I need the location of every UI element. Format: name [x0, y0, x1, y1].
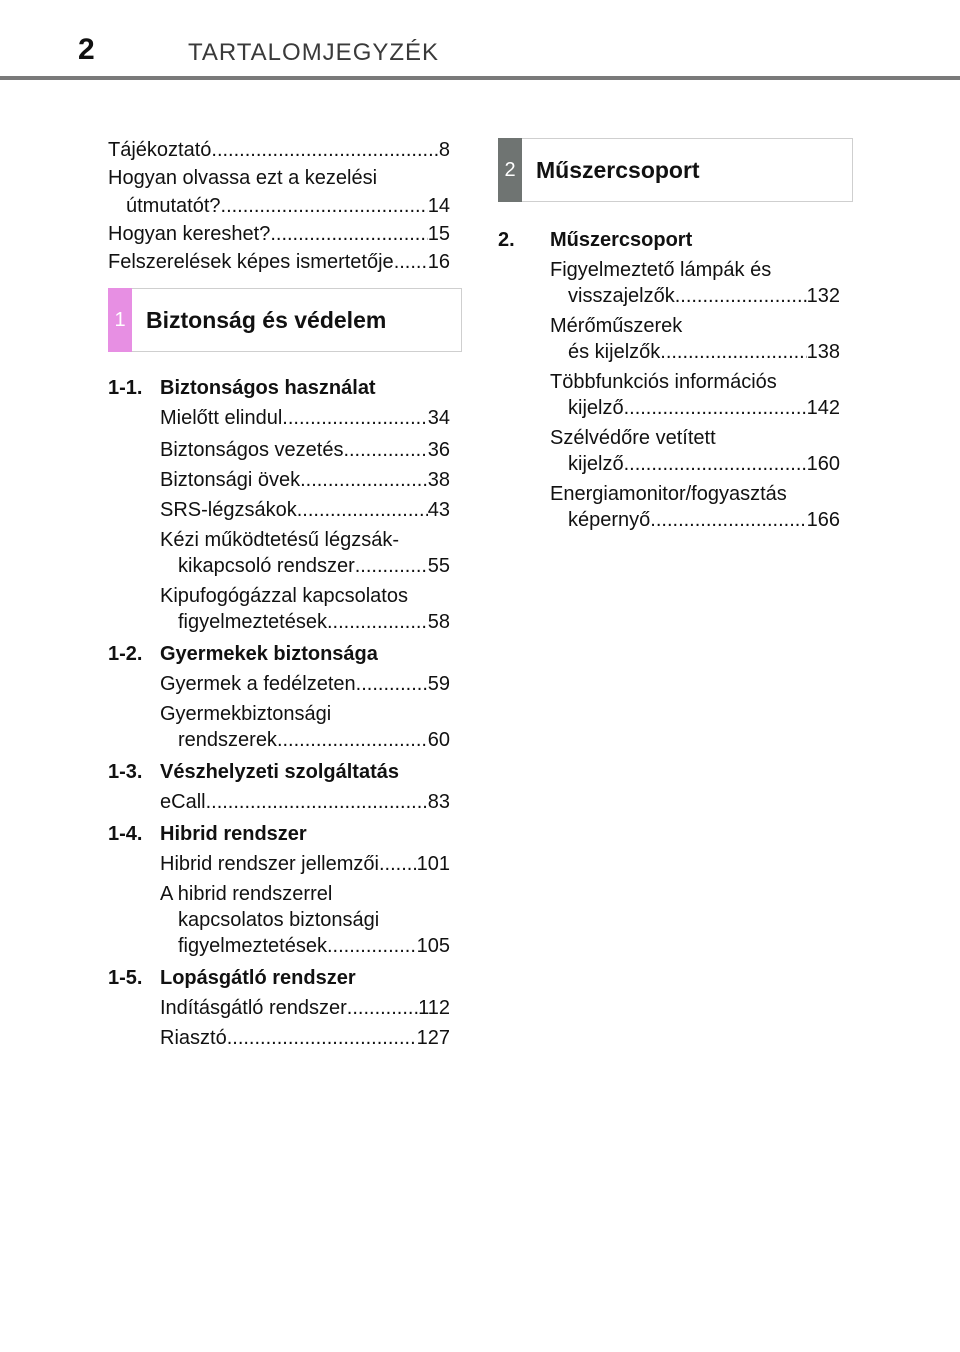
- toc-entry-title-cont: képernyő: [568, 509, 651, 531]
- toc-entry[interactable]: [160, 788, 450, 816]
- subsection-heading[interactable]: [108, 374, 376, 402]
- toc-entry-title[interactable]: Szélvédőre vetített: [550, 427, 716, 449]
- toc-entry[interactable]: [108, 136, 450, 164]
- leader-dots: [347, 994, 418, 1022]
- toc-entry-title[interactable]: Mérőműszerek: [550, 315, 683, 337]
- leader-dots: [379, 850, 417, 878]
- toc-entry-page: 16: [427, 251, 450, 273]
- toc-entry-page: 112: [418, 997, 450, 1019]
- toc-entry-page: 8: [438, 139, 450, 161]
- section-2-title: Műszercsoport: [536, 156, 700, 183]
- toc-entry-title[interactable]: Energiamonitor/fogyasztás: [550, 483, 787, 505]
- leader-dots: [660, 338, 806, 366]
- leader-dots: [211, 136, 438, 164]
- page-header: [0, 0, 960, 80]
- toc-entry-page: 166: [806, 509, 840, 531]
- toc-entry-title: Hogyan kereshet?: [108, 223, 271, 245]
- toc-entry-page: 132: [806, 285, 840, 307]
- toc-entry-title-cont: figyelmeztetések: [178, 935, 327, 957]
- subsection-heading[interactable]: [108, 820, 307, 848]
- toc-entry-title-cont: rendszerek: [178, 729, 277, 751]
- header-rule: [0, 76, 960, 80]
- toc-entry-title: Indításgátló rendszer: [160, 997, 347, 1019]
- leader-dots: [300, 466, 428, 494]
- toc-entry-page: 83: [427, 791, 450, 813]
- subsection-number: 1-1.: [108, 377, 143, 399]
- toc-entry[interactable]: [108, 220, 450, 248]
- toc-entry-title[interactable]: Hogyan olvassa ezt a kezelési: [108, 167, 378, 189]
- toc-entry[interactable]: [160, 436, 450, 464]
- toc-entry[interactable]: [178, 932, 450, 960]
- toc-entry[interactable]: [160, 670, 450, 698]
- toc-entry-page: 101: [416, 853, 450, 875]
- toc-entry-page: 59: [427, 673, 450, 695]
- toc-entry-page: 15: [427, 223, 450, 245]
- toc-entry[interactable]: [568, 338, 840, 366]
- section-2-number-tab: 2: [498, 138, 522, 202]
- leader-dots: [675, 282, 807, 310]
- leader-dots: [650, 506, 806, 534]
- section-1-number-tab: 1: [108, 288, 132, 352]
- running-head-title: TARTALOMJEGYZÉK: [188, 39, 440, 66]
- toc-entry-page: 127: [416, 1027, 450, 1049]
- leader-dots: [221, 192, 428, 220]
- section-1-header[interactable]: [108, 288, 462, 352]
- toc-entry-title[interactable]: Kipufogógázzal kapcsolatos: [160, 585, 408, 607]
- toc-entry[interactable]: [108, 248, 450, 276]
- toc-entry[interactable]: [160, 850, 450, 878]
- subsection-number: 2.: [498, 229, 515, 251]
- toc-entry-page: 34: [427, 407, 450, 429]
- toc-entry[interactable]: [160, 404, 450, 432]
- toc-entry[interactable]: [178, 552, 450, 580]
- toc-entry-title: Biztonságos vezetés: [160, 439, 344, 461]
- subsection-number: 1-5.: [108, 967, 143, 989]
- toc-entry[interactable]: [160, 466, 450, 494]
- toc-entry-title[interactable]: A hibrid rendszerrel: [160, 883, 333, 905]
- toc-entry-page: 138: [806, 341, 840, 363]
- toc-entry[interactable]: [568, 450, 840, 478]
- toc-entry-page: 58: [427, 611, 450, 633]
- leader-dots: [227, 1024, 417, 1052]
- subsection-number: 1-4.: [108, 823, 143, 845]
- leader-dots: [343, 436, 427, 464]
- toc-entry[interactable]: [178, 608, 450, 636]
- toc-entry-page: 14: [427, 195, 450, 217]
- subsection-number: 1-3.: [108, 761, 143, 783]
- section-2-header[interactable]: [498, 138, 853, 202]
- leader-dots: [297, 496, 428, 524]
- toc-entry-title-cont: figyelmeztetések: [178, 611, 327, 633]
- leader-dots: [327, 932, 417, 960]
- toc-entry-title: eCall: [160, 791, 206, 813]
- toc-entry[interactable]: [568, 506, 840, 534]
- toc-entry-title: Biztonsági övek: [160, 469, 301, 491]
- leader-dots: [624, 394, 807, 422]
- toc-entry-page: 55: [427, 555, 450, 577]
- toc-entry-title: SRS-légzsákok: [160, 499, 297, 521]
- page-number: 2: [78, 33, 95, 66]
- leader-dots: [624, 450, 807, 478]
- subsection-title: Lopásgátló rendszer: [160, 967, 356, 989]
- toc-entry-title-cont[interactable]: kapcsolatos biztonsági: [178, 909, 380, 931]
- toc-entry-page: 160: [806, 453, 840, 475]
- toc-entry-page: 43: [427, 499, 450, 521]
- toc-entry[interactable]: [160, 496, 450, 524]
- toc-entry-page: 38: [427, 469, 450, 491]
- toc-entry-page: 36: [427, 439, 450, 461]
- toc-entry-title[interactable]: Gyermekbiztonsági: [160, 703, 332, 725]
- leader-dots: [277, 726, 428, 754]
- toc-entry[interactable]: [178, 726, 450, 754]
- toc-entry-page: 105: [416, 935, 450, 957]
- section-1-title: Biztonság és védelem: [146, 306, 387, 333]
- toc-entry-page: 60: [427, 729, 450, 751]
- toc-entry-title-cont: kijelző: [568, 453, 624, 475]
- subsection-heading[interactable]: [108, 964, 356, 992]
- subsection-title: Vészhelyzeti szolgáltatás: [160, 761, 399, 783]
- toc-entry-title: Hibrid rendszer jellemzői: [160, 853, 379, 875]
- toc-entry[interactable]: [568, 394, 840, 422]
- subsection-number: 1-2.: [108, 643, 143, 665]
- leader-dots: [206, 788, 428, 816]
- subsection-title: Gyermekek biztonsága: [160, 643, 378, 665]
- leader-dots: [355, 552, 428, 580]
- leader-dots: [282, 404, 427, 432]
- leader-dots: [327, 608, 428, 636]
- toc-entry[interactable]: [160, 1024, 450, 1052]
- toc-entry-page: 142: [806, 397, 840, 419]
- toc-entry-title: Riasztó: [160, 1027, 227, 1049]
- toc-entry-title-cont: visszajelzők: [568, 285, 675, 307]
- toc-entry-title[interactable]: Kézi működtetésű légzsák-: [160, 529, 400, 551]
- subsection-heading[interactable]: [108, 758, 399, 786]
- subsection-heading[interactable]: [108, 640, 378, 668]
- toc-entry-title[interactable]: Többfunkciós információs: [550, 371, 777, 393]
- toc-entry-title-cont: kijelző: [568, 397, 624, 419]
- toc-entry-title-cont: és kijelzők: [568, 341, 661, 363]
- subsection-title: Biztonságos használat: [160, 377, 376, 399]
- toc-entry[interactable]: [160, 994, 450, 1022]
- toc-entry-title-cont: útmutatót?: [126, 195, 221, 217]
- toc-entry-title: Tájékoztató: [108, 139, 212, 161]
- leader-dots: [356, 670, 428, 698]
- toc-entry-title-cont: kikapcsoló rendszer: [178, 555, 355, 577]
- subsection-title: Műszercsoport: [550, 229, 693, 251]
- leader-dots: [394, 248, 428, 276]
- leader-dots: [270, 220, 427, 248]
- toc-entry-title: Mielőtt elindul: [160, 407, 283, 429]
- subsection-title: Hibrid rendszer: [160, 823, 307, 845]
- toc-entry[interactable]: [568, 282, 840, 310]
- toc-entry-title: Gyermek a fedélzeten: [160, 673, 356, 695]
- toc-entry-title: Felszerelések képes ismertetője: [108, 251, 394, 273]
- subsection-heading[interactable]: [498, 226, 692, 254]
- toc-entry-title[interactable]: Figyelmeztető lámpák és: [550, 259, 772, 281]
- toc-entry[interactable]: [126, 192, 450, 220]
